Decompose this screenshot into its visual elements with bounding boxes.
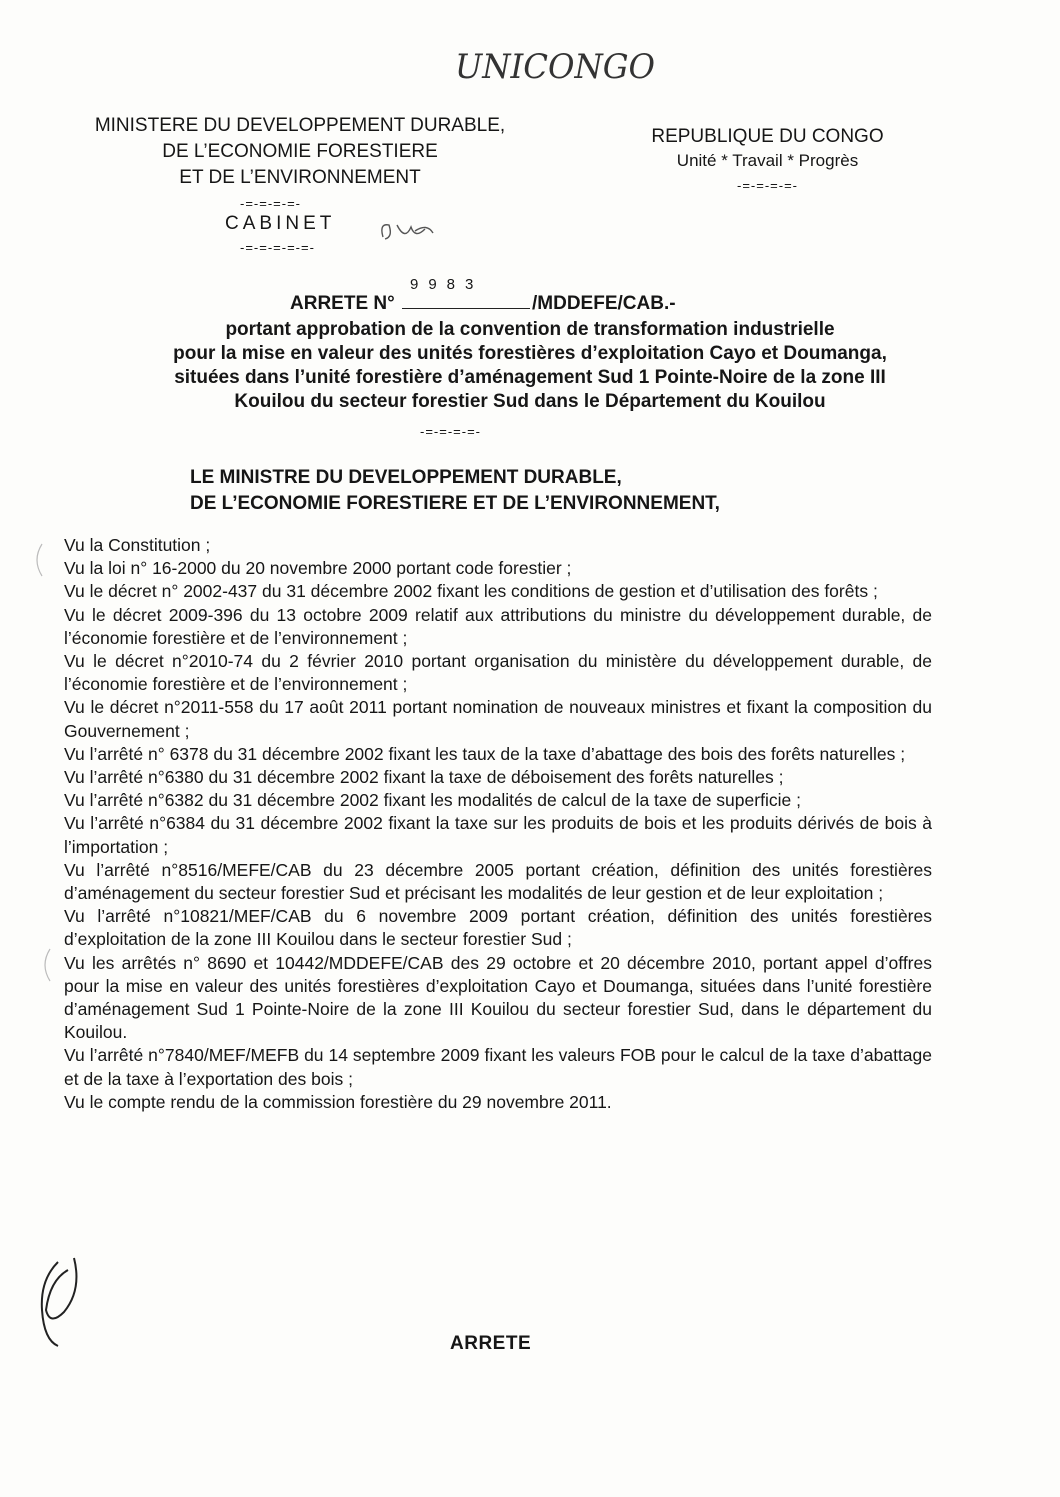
subject-separator: -=-=-=-=- <box>420 424 482 439</box>
handwritten-initials-icon <box>20 1250 110 1350</box>
scan-margin-mark-icon <box>28 540 48 580</box>
arrete-number: 9983 <box>410 276 484 293</box>
cabinet-label: CABINET <box>225 213 336 234</box>
visa-item: Vu le décret 2009-396 du 13 octobre 2009 relatif aux attributions du ministre du développement durable, de l’économie forestière et de l’environnement ; <box>64 604 932 648</box>
handwritten-note-text: UNICONGO <box>455 47 656 87</box>
ministry-line: DE L’ECONOMIE FORESTIERE <box>162 141 438 162</box>
decree-heading: ARRETE <box>450 1333 532 1354</box>
arrete-suffix: /MDDEFE/CAB.- <box>532 293 676 314</box>
visa-item: Vu l’arrêté n°10821/MEF/CAB du 6 novembre 2009 portant création, définition des unités forestières d’exploitation de la zone III Kouilou dans le secteur forestier Sud ; <box>64 906 932 950</box>
subject-line: pour la mise en valeur des unités forestières d’exploitation Cayo et Doumanga, <box>173 343 887 364</box>
cabinet-separator: -=-=-=-=-=- <box>240 240 315 255</box>
minister-heading <box>190 465 720 517</box>
ministry-line: MINISTERE DU DEVELOPPEMENT DURABLE, <box>94 115 506 136</box>
subject-line: situées dans l’unité forestière d’aménagement Sud 1 Pointe-Noire de la zone III <box>174 367 886 388</box>
visa-list <box>64 534 932 1114</box>
visa-item: Vu l’arrêté n° 6378 du 31 décembre 2002 fixant les taux de la taxe d’abattage des bois des forêts naturelles ; <box>64 743 906 764</box>
visa-item: Vu l’arrêté n°6384 du 31 décembre 2002 fixant la taxe sur les produits de bois et les produits dérivés de bois à l’importation ; <box>64 813 932 857</box>
visa-item: Vu l’arrêté n°8516/MEFE/CAB du 23 décembre 2005 portant création, définition des unités forestières d’aménagement du secteur forestier Sud et précisant les modalités de leur gestion et de leur exploitation ; <box>64 859 932 904</box>
ministry-line: ET DE L’ENVIRONNEMENT <box>179 167 421 188</box>
minister-line: LE MINISTRE DU DEVELOPPEMENT DURABLE, <box>190 467 622 488</box>
subject-line: portant approbation de la convention de transformation industrielle <box>225 319 835 340</box>
visa-item: Vu l’arrêté n°7840/MEF/MEFB du 14 septembre 2009 fixant les valeurs FOB pour le calcul de la taxe d’abattage et de la taxe à l’exportation des bois ; <box>64 1045 932 1089</box>
scan-margin-mark-icon <box>36 945 56 985</box>
visa-item: Vu l’arrêté n°6380 du 31 décembre 2002 fixant la taxe de déboisement des forêts naturelles ; <box>64 767 784 788</box>
handwritten-annotation <box>455 40 665 90</box>
arrete-prefix: ARRETE N° <box>290 293 395 314</box>
visa-item: Vu le décret n°2011-558 du 17 août 2011 portant nomination de nouveaux ministres et fixant la composition du Gouvernement ; <box>64 697 932 741</box>
subject-line: Kouilou du secteur forestier Sud dans le Département du Kouilou <box>234 391 826 412</box>
ministry-header <box>55 113 545 191</box>
republic-separator: -=-=-=-=- <box>736 178 798 193</box>
republic-motto: Unité * Travail * Progrès <box>676 151 859 170</box>
visa-item: Vu le décret n°2010-74 du 2 février 2010 portant organisation du ministère du développement durable, de l’économie forestière et de l’environnement ; <box>64 651 932 695</box>
visa-item: Vu la loi n° 16-2000 du 20 novembre 2000 portant code forestier ; <box>64 558 572 579</box>
visa-item: Vu le compte rendu de la commission forestière du 29 novembre 2011. <box>64 1091 612 1112</box>
arrete-number-field <box>402 276 530 309</box>
cabinet-handwritten-mark-icon <box>375 215 435 245</box>
visa-item: Vu les arrêtés n° 8690 et 10442/MDDEFE/CAB des 29 octobre et 20 décembre 2010, portant appel d’offres pour la mise en valeur des unités forestières d’exploitation Cayo et Doumanga, situées dans l’unité forestière d’aménagement Sud 1 Pointe-Noire de la zone III Kouilou du secteur forestier Sud, dans le département du Kouilou. <box>64 952 932 1043</box>
republic-name: REPUBLIQUE DU CONGO <box>651 126 884 147</box>
minister-line: DE L’ECONOMIE FORESTIERE ET DE L’ENVIRONNEMENT, <box>190 493 720 514</box>
ministry-separator: -=-=-=-=- <box>240 196 302 211</box>
visa-item: Vu le décret n° 2002-437 du 31 décembre 2002 fixant les conditions de gestion et d’utilisation des forêts ; <box>64 581 878 602</box>
visa-item: Vu la Constitution ; <box>64 535 211 555</box>
arrete-subject <box>80 318 980 414</box>
arrete-title <box>290 276 676 315</box>
republic-header <box>625 125 910 193</box>
visa-item: Vu l’arrêté n°6382 du 31 décembre 2002 fixant les modalités de calcul de la taxe de superficie ; <box>64 790 801 811</box>
